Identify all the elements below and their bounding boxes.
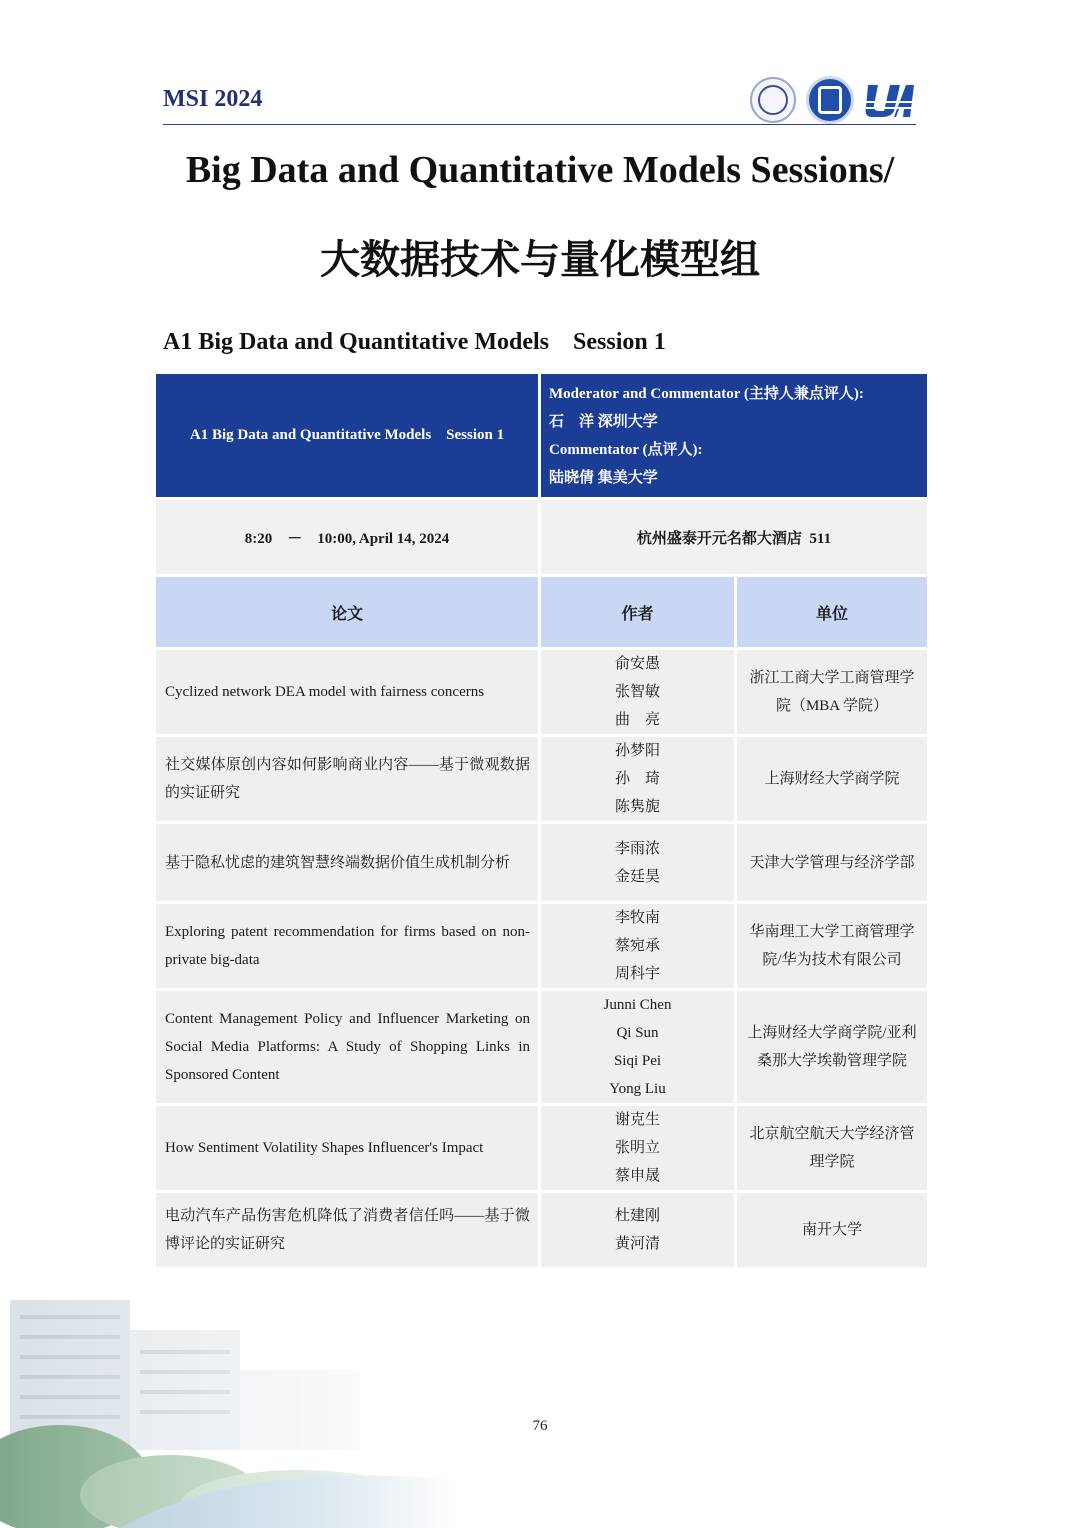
table-row	[155, 736, 929, 823]
authors: Junni Chen Qi Sun Siqi Pei Yong Liu	[540, 990, 736, 1105]
time-venue-row	[155, 499, 929, 576]
university-seal-icon	[750, 77, 796, 123]
paper-title: Content Management Policy and Influencer Marketing on Social Media Platforms: A Study of Shopping Links in Sponsored Content	[155, 990, 540, 1105]
page-title-english: Big Data and Quantitative Models Sessions/	[185, 149, 895, 191]
campus-illustration	[0, 1280, 460, 1528]
header-paper: 论文	[155, 576, 540, 649]
conference-brand: MSI 2024	[163, 86, 263, 112]
affiliation: 上海财经大学商学院/亚利桑那大学埃勒管理学院	[736, 990, 929, 1105]
school-emblem-icon	[806, 76, 854, 124]
paper-title: 电动汽车产品伤害危机降低了消费者信任吗——基于微博评论的实证研究	[155, 1192, 540, 1269]
affiliation: 浙江工商大学工商管理学院（MBA 学院）	[736, 649, 929, 736]
affiliation: 天津大学管理与经济学部	[736, 823, 929, 903]
moderator-label: Moderator and Commentator (主持人兼点评人):	[549, 385, 864, 402]
paper-title: 基于隐私忧虑的建筑智慧终端数据价值生成机制分析	[155, 823, 540, 903]
session-heading: A1 Big Data and Quantitative Models Session 1	[163, 329, 666, 355]
table-row	[155, 1105, 929, 1192]
authors: 李雨浓 金廷昊	[540, 823, 736, 903]
commentator-name: 陆晓倩 集美大学	[549, 469, 658, 486]
commentator-label: Commentator (点评人):	[549, 441, 703, 458]
logo-group	[750, 76, 916, 124]
paper-title: How Sentiment Volatility Shapes Influencer's Impact	[155, 1105, 540, 1192]
page-number: 76	[532, 1418, 548, 1434]
session-info-band	[155, 373, 929, 499]
session-time: 8:20 － 10:00, April 14, 2024	[155, 499, 540, 576]
ua-logo-icon	[864, 81, 916, 119]
authors: 杜建刚 黄河清	[540, 1192, 736, 1269]
affiliation: 北京航空航天大学经济管理学院	[736, 1105, 929, 1192]
paper-title: Cyclized network DEA model with fairness concerns	[155, 649, 540, 736]
table-row	[155, 990, 929, 1105]
moderator-name: 石 洋 深圳大学	[549, 413, 658, 430]
authors: 谢克生 张明立 蔡申晟	[540, 1105, 736, 1192]
paper-title: 社交媒体原创内容如何影响商业内容——基于微观数据的实证研究	[155, 736, 540, 823]
band-session-title: A1 Big Data and Quantitative Models Session 1	[155, 373, 540, 499]
affiliation: 上海财经大学商学院	[736, 736, 929, 823]
authors: 孙梦阳 孙 琦 陈隽旎	[540, 736, 736, 823]
session-venue: 杭州盛泰开元名都大酒店 511	[540, 499, 929, 576]
affiliation: 华南理工大学工商管理学院/华为技术有限公司	[736, 903, 929, 990]
authors: 李牧南 蔡宛承 周科宇	[540, 903, 736, 990]
paper-title: Exploring patent recommendation for firms based on non-private big-data	[155, 903, 540, 990]
column-headers	[155, 576, 929, 649]
table-row	[155, 1192, 929, 1269]
authors: 俞安愚 张智敏 曲 亮	[540, 649, 736, 736]
page-header	[163, 72, 916, 125]
page-title-chinese: 大数据技术与量化模型组	[320, 236, 760, 283]
header-unit: 单位	[736, 576, 929, 649]
affiliation: 南开大学	[736, 1192, 929, 1269]
moderator-cell	[540, 373, 929, 499]
session-schedule-table	[153, 371, 930, 1270]
table-row	[155, 649, 929, 736]
table-row	[155, 903, 929, 990]
header-authors: 作者	[540, 576, 736, 649]
table-row	[155, 823, 929, 903]
